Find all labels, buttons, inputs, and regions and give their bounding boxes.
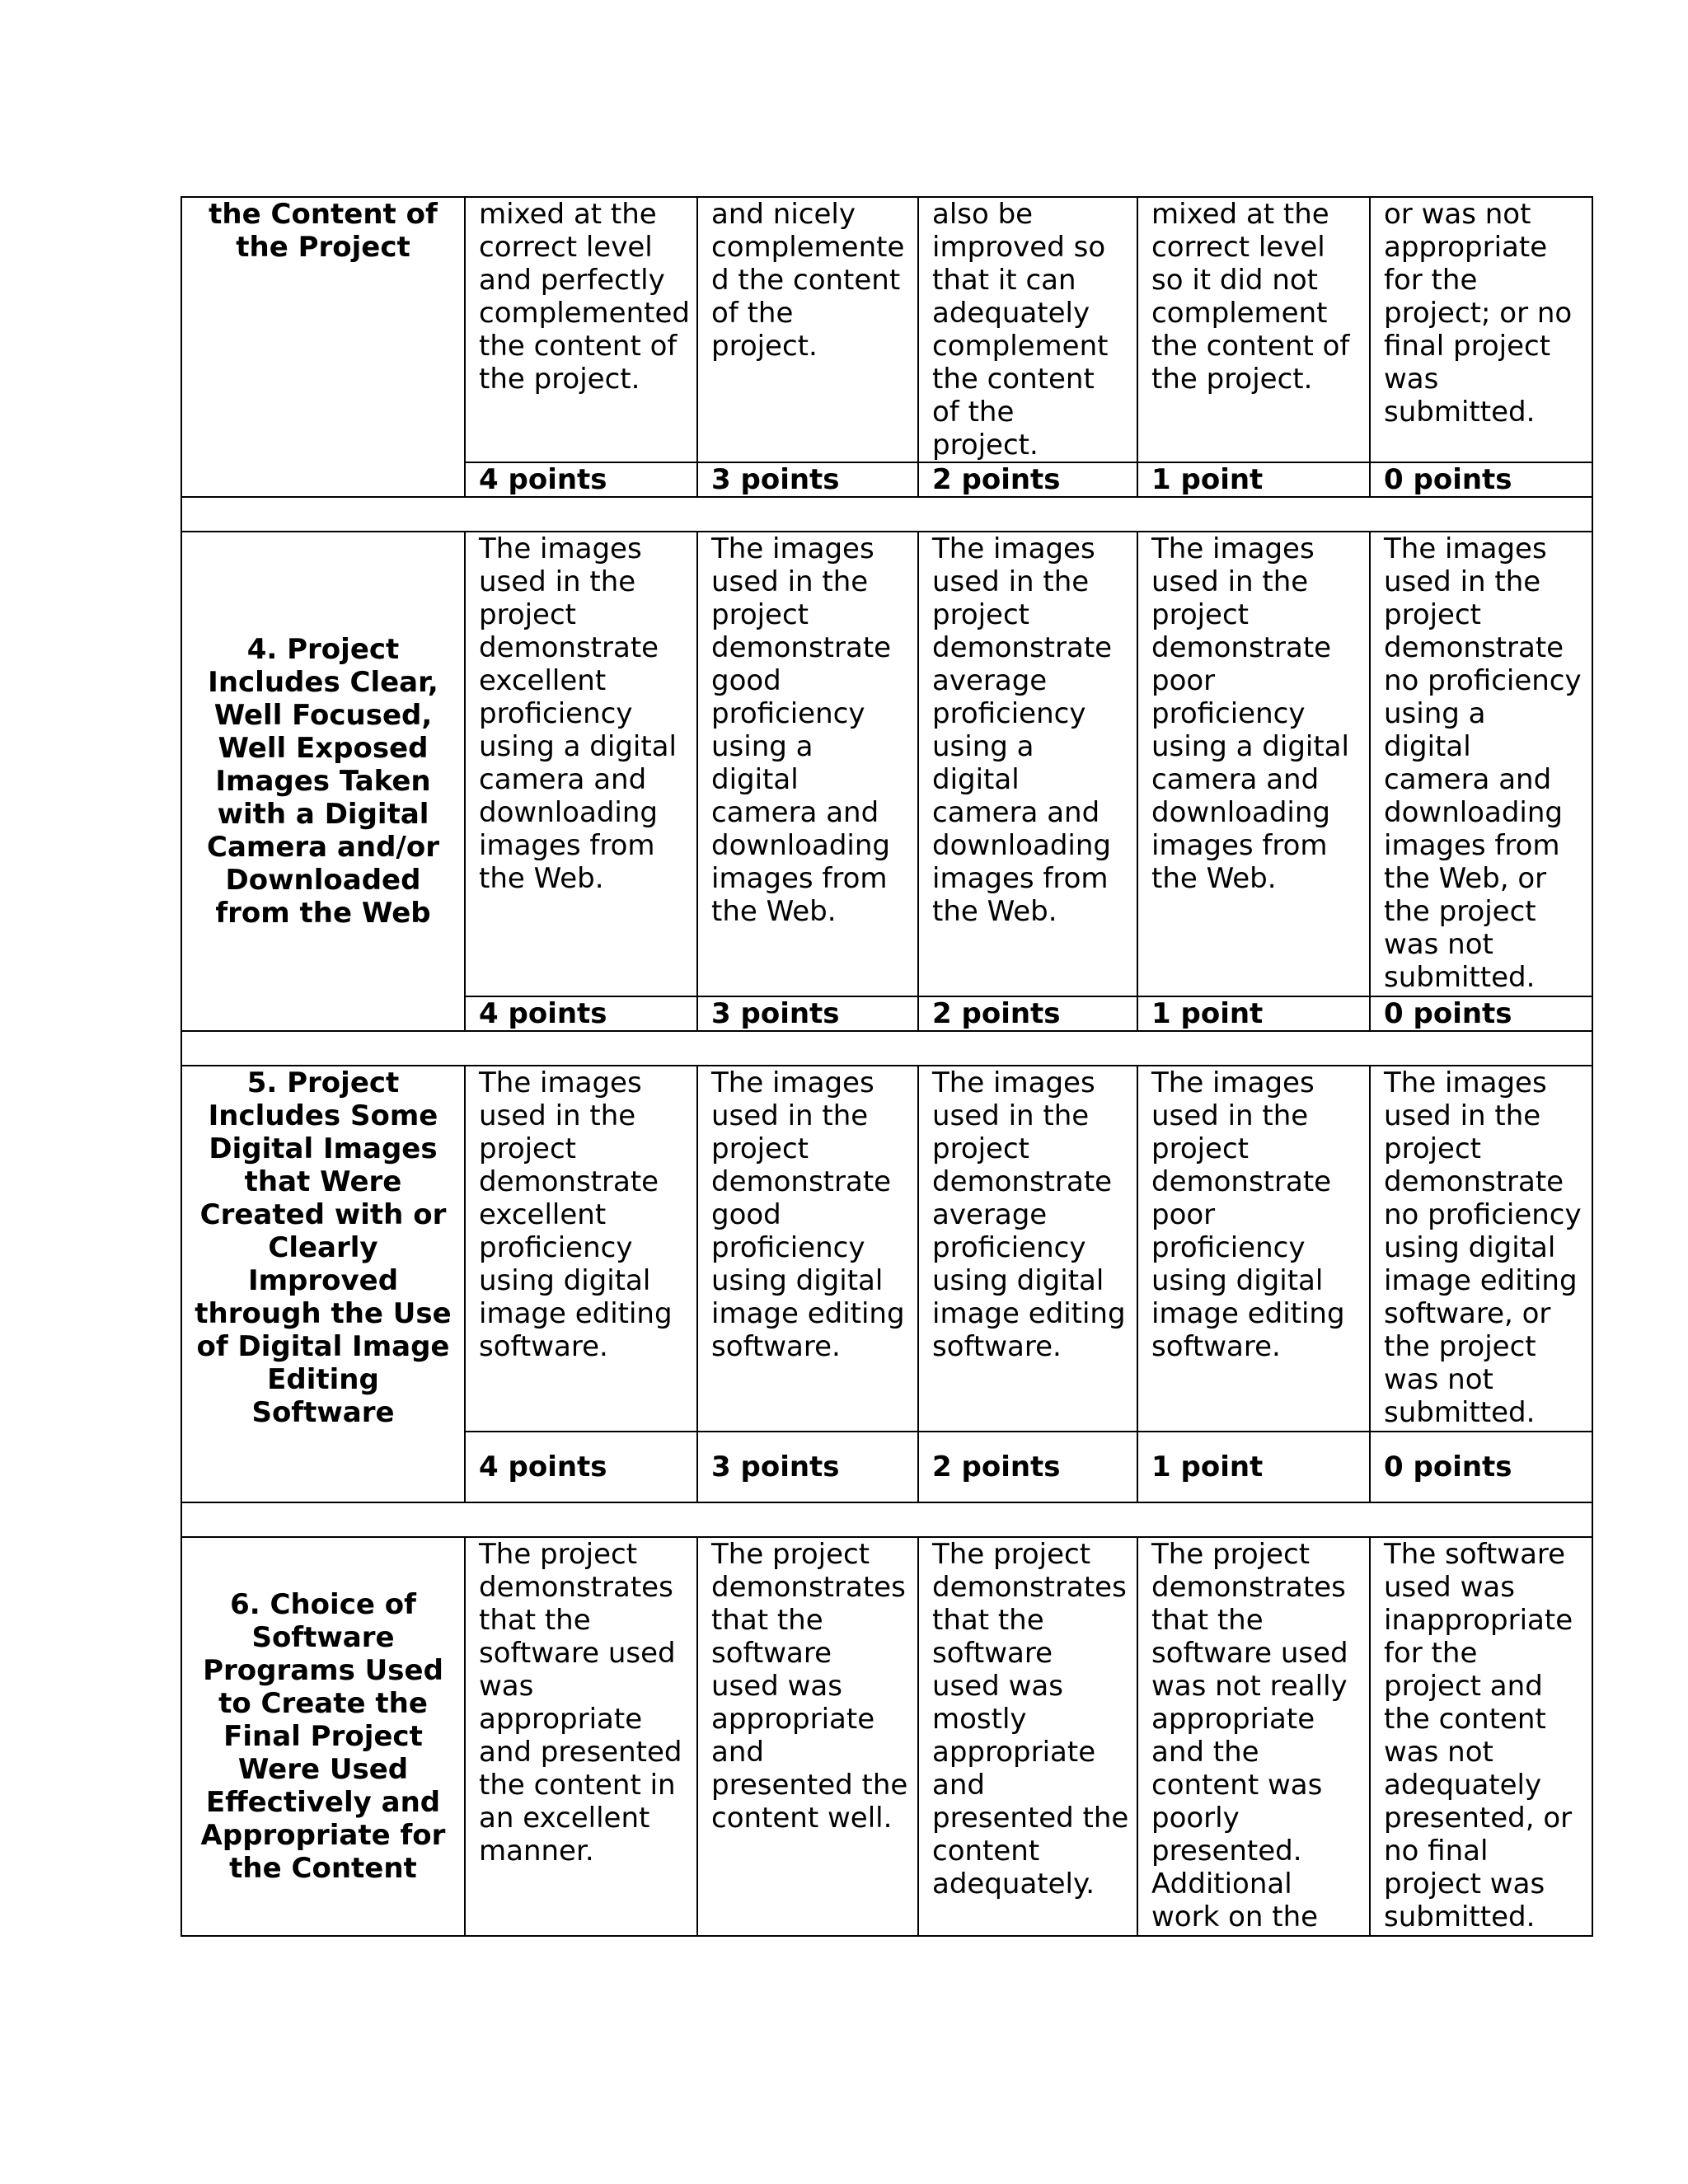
criterion-cell: 4. Project Includes Clear, Well Focused, Well Exposed Images Taken with a Digital Camera and/or Downloaded from the Web [181, 532, 465, 1031]
descriptor-cell-3: The project demonstrates that the software used was appropriate and presented the content well. [697, 1537, 918, 1936]
points-cell: 4 points [465, 1432, 697, 1502]
spacer-row [181, 1502, 1592, 1537]
spacer-cell [181, 497, 1592, 532]
points-cell: 2 points [918, 996, 1137, 1031]
descriptor-cell-1: The images used in the project demonstrate poor proficiency using digital image editing software. [1137, 1066, 1370, 1432]
points-cell: 1 point [1137, 996, 1370, 1031]
descriptor-cell-0: The images used in the project demonstrate no proficiency using digital image editing software, or the project was not submitted. [1370, 1066, 1592, 1432]
criterion-cell: 5. Project Includes Some Digital Images that Were Created with or Clearly Improved through the Use of Digital Image Editing Software [181, 1066, 465, 1502]
descriptor-cell-0: The images used in the project demonstrate no proficiency using a digital camera and downloading images from the Web, or the project was not submitted. [1370, 532, 1592, 996]
points-cell: 4 points [465, 462, 697, 497]
points-cell: 1 point [1137, 1432, 1370, 1502]
criterion-row [181, 1066, 1592, 1432]
criterion-cell: the Content of the Project [181, 197, 465, 497]
descriptor-cell-4: The images used in the project demonstrate excellent proficiency using a digital camera and downloading images from the Web. [465, 532, 697, 996]
descriptor-cell-3: The images used in the project demonstrate good proficiency using a digital camera and downloading images from the Web. [697, 532, 918, 996]
points-cell: 3 points [697, 996, 918, 1031]
points-cell: 0 points [1370, 462, 1592, 497]
points-cell: 4 points [465, 996, 697, 1031]
descriptor-cell-4: The project demonstrates that the software used was appropriate and presented the content in an excellent manner. [465, 1537, 697, 1936]
spacer-row [181, 497, 1592, 532]
descriptor-cell-1: The images used in the project demonstrate poor proficiency using a digital camera and downloading images from the Web. [1137, 532, 1370, 996]
criterion-row [181, 197, 1592, 462]
points-cell: 1 point [1137, 462, 1370, 497]
descriptor-cell-4: mixed at the correct level and perfectly complemented the content of the project. [465, 197, 697, 462]
points-cell: 0 points [1370, 1432, 1592, 1502]
descriptor-cell-0: The software used was inappropriate for the project and the content was not adequately presented, or no final project was submitted. [1370, 1537, 1592, 1936]
spacer-cell [181, 1031, 1592, 1066]
spacer-row [181, 1031, 1592, 1066]
rubric-table [181, 196, 1593, 1937]
descriptor-cell-2: The project demonstrates that the software used was mostly appropriate and presented the content adequately. [918, 1537, 1137, 1936]
criterion-row [181, 1537, 1592, 1936]
criterion-cell: 6. Choice of Software Programs Used to Create the Final Project Were Used Effectively and Appropriate for the Content [181, 1537, 465, 1936]
descriptor-cell-3: The images used in the project demonstrate good proficiency using digital image editing software. [697, 1066, 918, 1432]
descriptor-cell-1: The project demonstrates that the software used was not really appropriate and the content was poorly presented. Additional work on the [1137, 1537, 1370, 1936]
descriptor-cell-2: The images used in the project demonstrate average proficiency using a digital camera and downloading images from the Web. [918, 532, 1137, 996]
points-cell: 0 points [1370, 996, 1592, 1031]
spacer-cell [181, 1502, 1592, 1537]
descriptor-cell-2: The images used in the project demonstrate average proficiency using digital image editing software. [918, 1066, 1137, 1432]
points-cell: 3 points [697, 1432, 918, 1502]
descriptor-cell-2: also be improved so that it can adequately complement the content of the project. [918, 197, 1137, 462]
descriptor-cell-4: The images used in the project demonstrate excellent proficiency using digital image editing software. [465, 1066, 697, 1432]
points-cell: 2 points [918, 462, 1137, 497]
descriptor-cell-3: and nicely complemente d the content of the project. [697, 197, 918, 462]
points-cell: 3 points [697, 462, 918, 497]
points-cell: 2 points [918, 1432, 1137, 1502]
criterion-row [181, 532, 1592, 996]
descriptor-cell-1: mixed at the correct level so it did not complement the content of the project. [1137, 197, 1370, 462]
descriptor-cell-0: or was not appropriate for the project; or no final project was submitted. [1370, 197, 1592, 462]
